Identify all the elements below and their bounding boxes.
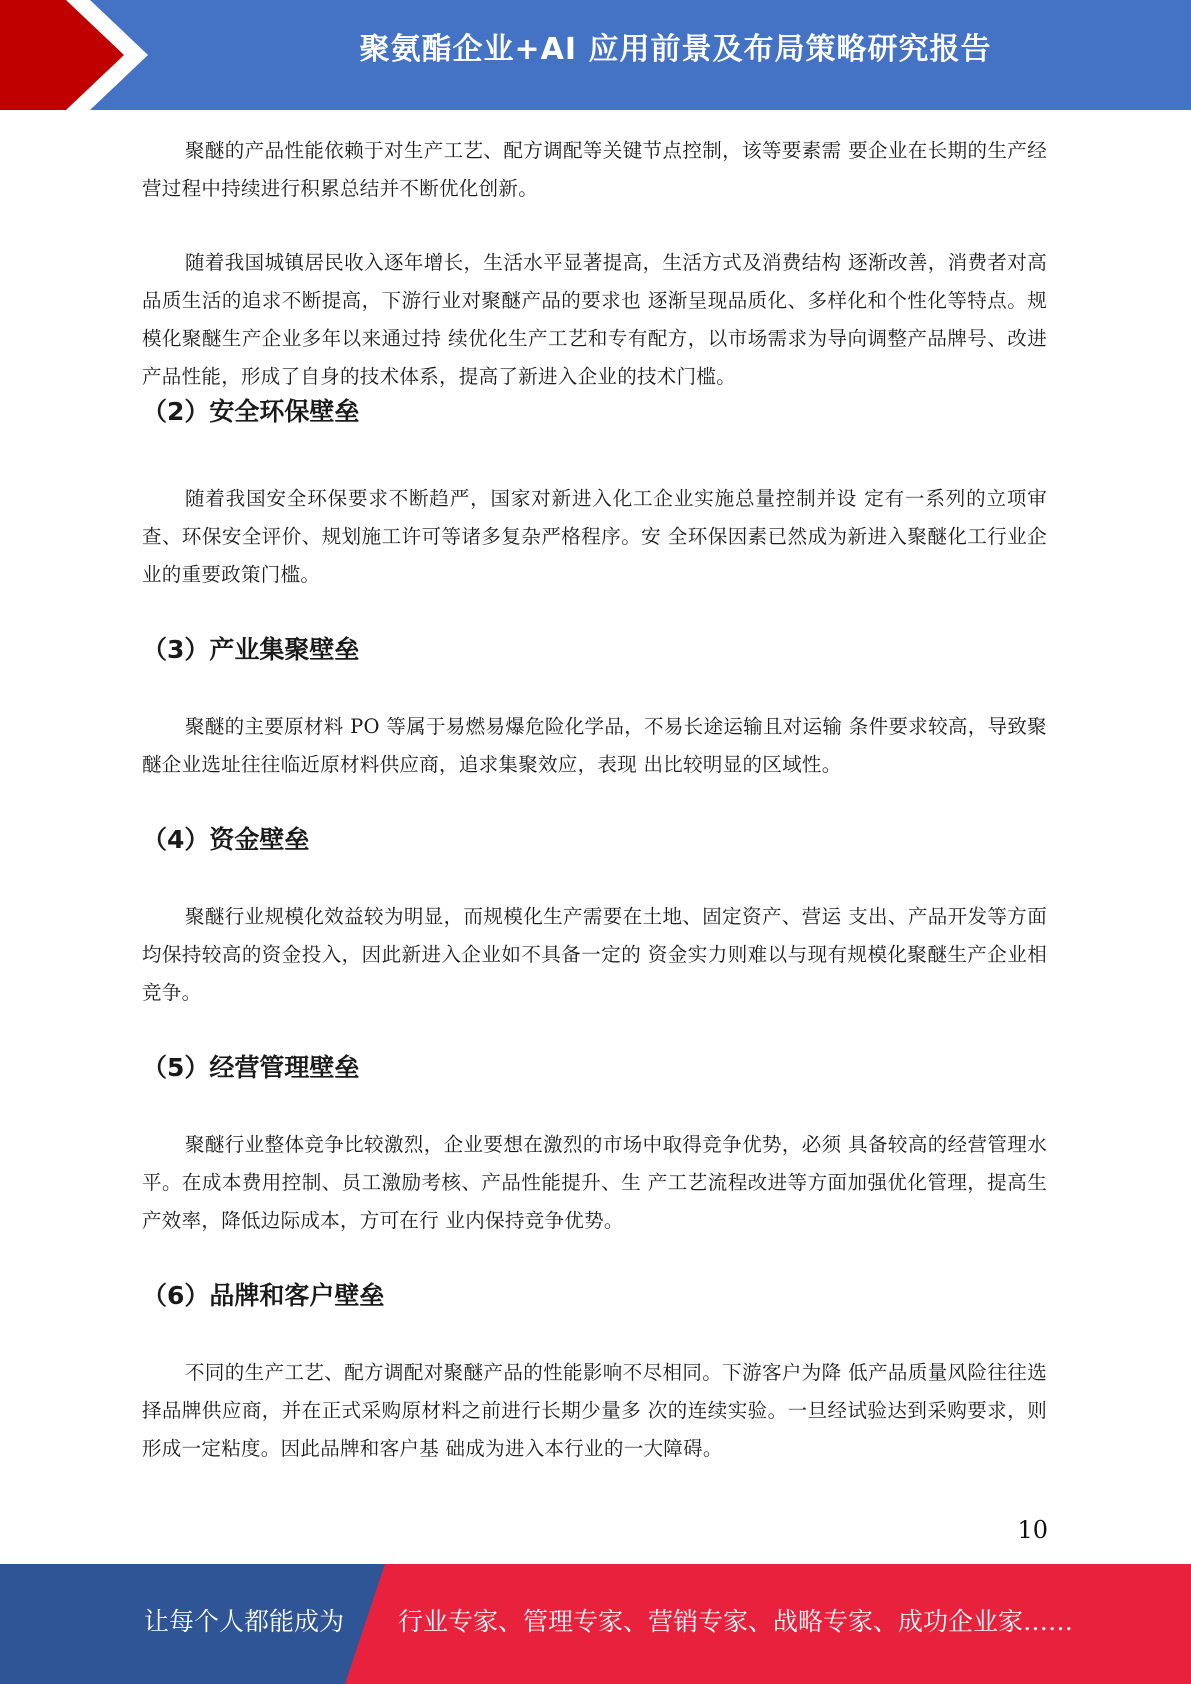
report-title: 聚氨酯企业+AI 应用前景及布局策略研究报告	[359, 32, 992, 67]
footer-band	[0, 1564, 1191, 1684]
section-heading-2: （2）安全环保壁垒	[142, 397, 360, 426]
paragraph-7: 不同的生产工艺、配方调配对聚醚产品的性能影响不尽相同。下游客户为降 低产品质量风险往往选择品牌供应商，并在正式采购原材料之前进行长期少量多 次的连续实验。一旦经试验达到采购要求，则形成一定粘度。因此品牌和客户基 础成为进入本行业的一大障碍。	[142, 1361, 1047, 1460]
header-arrow-decoration	[0, 0, 160, 110]
page-number: 10	[1017, 1516, 1048, 1544]
paragraph-2: 随着我国城镇居民收入逐年增长，生活水平显著提高，生活方式及消费结构 逐渐改善，消费者对高品质生活的追求不断提高，下游行业对聚醚产品的要求也 逐渐呈现品质化、多样化和个性化等特点。规模化聚醚生产企业多年以来通过持 续优化生产工艺和专有配方，以市场需求为导向调整产品牌号、改进产品性能，形成了自身的技术体系，提高了新进入企业的技术门槛。	[142, 251, 1047, 388]
paragraph-4: 聚醚的主要原材料 PO 等属于易燃易爆危险化学品，不易长途运输且对运输 条件要求较高，导致聚醚企业选址往往临近原材料供应商，追求集聚效应，表现 出比较明显的区域性。	[142, 715, 1047, 776]
footer-slogan-left: 让每个人都能成为	[144, 1607, 345, 1636]
header-band	[0, 0, 1191, 110]
paragraph-5: 聚醚行业规模化效益较为明显，而规模化生产需要在土地、固定资产、营运 支出、产品开发等方面均保持较高的资金投入，因此新进入企业如不具备一定的 资金实力则难以与现有规模化聚醚生产企业相竞争。	[142, 905, 1047, 1004]
footer-slogan-right: 行业专家、管理专家、营销专家、战略专家、成功企业家……	[398, 1607, 1074, 1636]
paragraph-3: 随着我国安全环保要求不断趋严，国家对新进入化工企业实施总量控制并设 定有一系列的立项审查、环保安全评价、规划施工许可等诸多复杂严格程序。安 全环保因素已然成为新进入聚醚化工行业企业的重要政策门槛。	[142, 487, 1047, 586]
section-heading-5: （5）经营管理壁垒	[142, 1053, 360, 1082]
paragraph-6: 聚醚行业整体竞争比较激烈，企业要想在激烈的市场中取得竞争优势，必须 具备较高的经营管理水平。在成本费用控制、员工激励考核、产品性能提升、生 产工艺流程改进等方面加强优化管理，提高生产效率，降低边际成本，方可在行 业内保持竞争优势。	[142, 1133, 1047, 1232]
document-body	[142, 132, 1047, 1468]
section-heading-6: （6）品牌和客户壁垒	[142, 1281, 385, 1310]
paragraph-1: 聚醚的产品性能依赖于对生产工艺、配方调配等关键节点控制，该等要素需 要企业在长期的生产经营过程中持续进行积累总结并不断优化创新。	[142, 139, 1047, 200]
section-heading-3: （3）产业集聚壁垒	[142, 635, 360, 664]
section-heading-4: （4）资金壁垒	[142, 825, 310, 854]
